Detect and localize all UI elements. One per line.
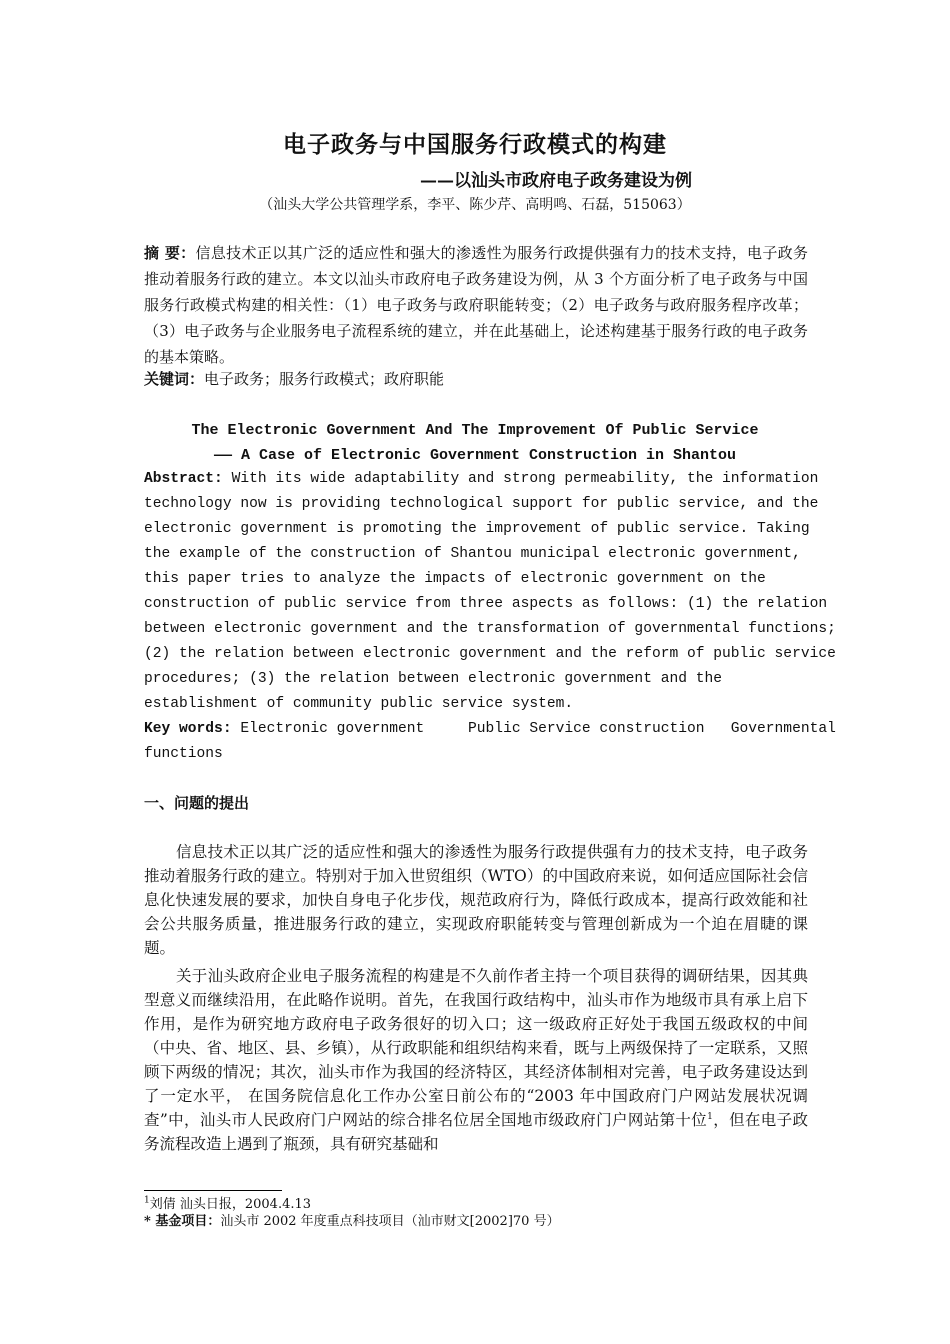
author-affiliation: （汕头大学公共管理学系，李平、陈少芹、高明鸣、石磊，515063） bbox=[259, 197, 691, 213]
paper-title: 电子政务与中国服务行政模式的构建 bbox=[283, 131, 667, 158]
abstract-en-line: procedures; (3) the relation between electronic government and the bbox=[144, 671, 723, 687]
english-subtitle: —— A Case of Electronic Government Construction in Shantou bbox=[213, 447, 737, 464]
fund-label: * 基金项目： bbox=[144, 1214, 221, 1229]
english-title: The Electronic Government And The Improvement Of Public Service bbox=[191, 422, 759, 439]
abstract-en-line: Abstract: With its wide adaptability and strong permeability, the information bbox=[144, 471, 819, 487]
abstract-cn-text: 信息技术正以其广泛的适应性和强大的渗透性为服务行政提供强有力的技术支持，电子政务推动着服务行政的建立。本文以汕头市政府电子政务建设为例，从 3 个方面分析了电子政务与中国服务行政模式构建的相关性：（1）电子政务与政府职能转变；（2）电子政务与政府服务程序改革；（3）电子政务与企业服务电子流程系统的建立，并在此基础上，论述构建基于服务行政的电子政务的基本策略。 bbox=[144, 244, 808, 366]
body-paragraph-2: 关于汕头政府企业电子服务流程的构建是不久前作者主持一个项目获得的调研结果，因其典型意义而继续沿用，在此略作说明。首先，在我国行政结构中，汕头市作为地级市具有承上启下作用，是作为研究地方政府电子政务很好的切入口；这一级政府正好处于我国五级政权的中间（中央、省、地区、县、乡镇），从行政职能和组织结构来看，既与上两级保持了一定联系，又照顾下两级的情况；其次，汕头市作为我国的经济特区，其经济体制相对完善，电子政务建设达到了一定水平， 在国务院信息化工作办公室日前公布的“2003 年中国政府门户网站发展状况调查”中，汕头市人民政府门户网站的综合排名位居全国地市级政府门户网站第十位$^1$，但在电子政务流程改造上遇到了瓶颈，具有研究基础和 bbox=[144, 967, 808, 1153]
keywords-cn-text: 电子政务；服务行政模式；政府职能 bbox=[204, 370, 445, 388]
keywords-en-label: Key words: bbox=[144, 721, 232, 737]
abstract-en-line: construction of public service from three aspects as follows: (1) the relation bbox=[144, 596, 828, 612]
abstract-en-line: (2) the relation between electronic government and the reform of public service bbox=[144, 646, 836, 662]
keywords-english-cont: functions bbox=[144, 746, 223, 762]
abstract-en-line: between electronic government and the transformation of governmental functions; bbox=[144, 621, 836, 637]
abstract-english bbox=[144, 467, 836, 767]
paper-subtitle: ——以汕头市政府电子政务建设为例 bbox=[420, 171, 692, 191]
abstract-en-line: establishment of community public service system. bbox=[144, 696, 574, 712]
keywords-chinese bbox=[144, 366, 444, 392]
footnote-divider bbox=[144, 1190, 282, 1191]
keywords-cn-label: 关键词： bbox=[144, 370, 205, 388]
footnote-1: $^1$刘倩 汕头日报，2004.4.13 bbox=[144, 1195, 312, 1212]
footnote-fund: * 基金项目：汕头市 2002 年度重点科技项目（汕市财文[2002]70 号） bbox=[144, 1214, 560, 1229]
abstract-en-label: Abstract: bbox=[144, 471, 223, 487]
abstract-en-line: technology now is providing technological support for public service, and the bbox=[144, 496, 819, 512]
abstract-chinese bbox=[144, 240, 808, 370]
abstract-cn-label: 摘 要： bbox=[144, 244, 196, 262]
abstract-en-line: this paper tries to analyze the impacts of electronic government on the bbox=[144, 571, 766, 587]
footnote-ref: 1 bbox=[707, 1111, 713, 1122]
body-paragraph-1: 信息技术正以其广泛的适应性和强大的渗透性为服务行政提供强有力的技术支持，电子政务推动着服务行政的建立。特别对于加入世贸组织（WTO）的中国政府来说，如何适应国际社会信息化快速发展的要求，加快自身电子化步伐，规范政府行为，降低行政成本，提高行政效能和社会公共服务质量，推进服务行政的建立，实现政府职能转变与管理创新成为一个迫在眉睫的课题。 bbox=[144, 843, 808, 957]
keywords-english: Key words: Electronic government Public Service construction Governmental bbox=[144, 721, 836, 737]
abstract-en-line: electronic government is promoting the improvement of public service. Taking bbox=[144, 521, 810, 537]
section-heading: 一、问题的提出 bbox=[144, 794, 250, 812]
abstract-en-line: the example of the construction of Shantou municipal electronic government, bbox=[144, 546, 801, 562]
